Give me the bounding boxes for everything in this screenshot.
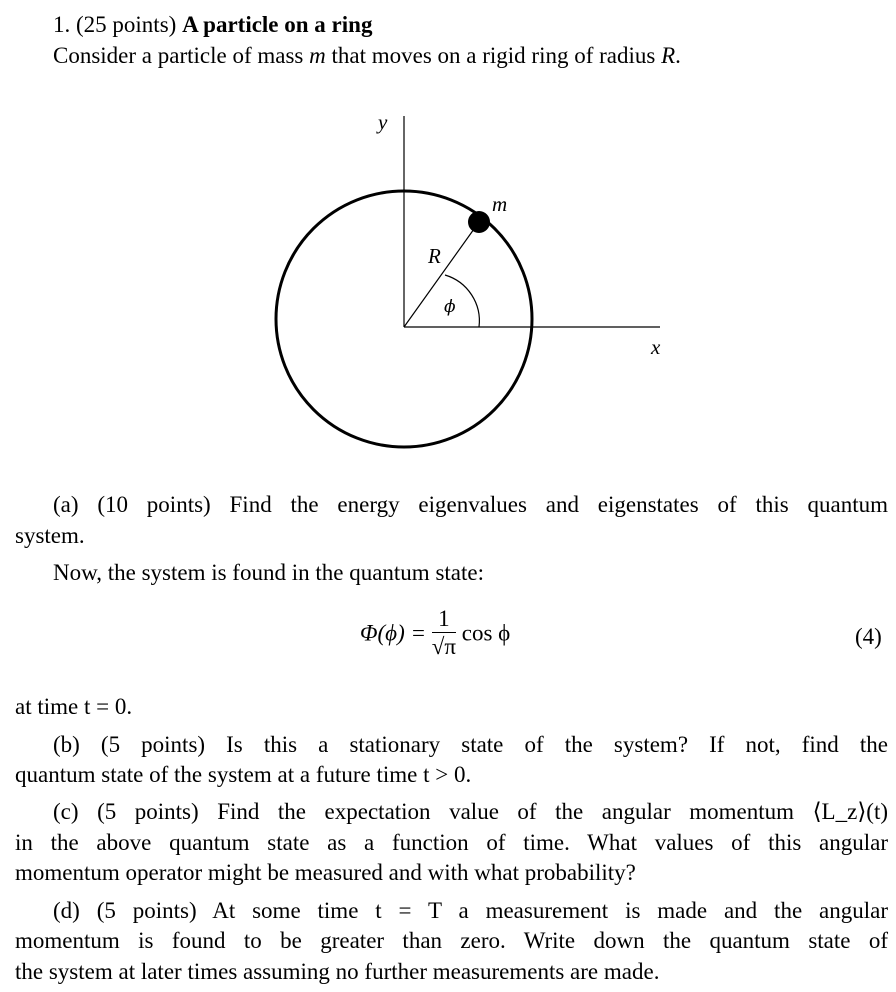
problem-points: (25 points) — [76, 12, 177, 37]
intro-text-1: Consider a particle of mass — [53, 43, 310, 68]
part-d-line-3: the system at later times assuming no further measurements are made. — [15, 959, 660, 984]
part-c-line-2: in the above quantum state as a function of time. What values of this angular — [15, 830, 888, 855]
radius-line — [404, 222, 479, 327]
part-d-line-1: (d) (5 points) At some time t = T a measurement is made and the angular — [53, 898, 888, 923]
equation — [360, 606, 510, 661]
equation-denominator: √π — [431, 634, 457, 659]
intro-text-2: that moves on a rigid ring of radius — [325, 43, 662, 68]
equation-rhs: cos ϕ — [461, 620, 511, 646]
equation-fraction — [432, 606, 456, 661]
x-axis-label: x — [651, 335, 661, 359]
part-b-line-2: quantum state of the system at a future time t > 0. — [15, 762, 472, 787]
y-axis-label: y — [378, 110, 388, 134]
problem-number: 1. — [53, 12, 71, 37]
particle-dot — [468, 211, 490, 233]
intro-radius-symbol: R — [661, 43, 676, 68]
mass-label: m — [492, 192, 508, 216]
equation-lhs: Φ(ϕ) = — [360, 620, 427, 646]
part-c-line-1: (c) (5 points) Find the expectation value of the angular momentum ⟨L_z⟩(t) — [53, 799, 888, 824]
angle-label: ϕ — [444, 297, 456, 317]
at-time-line: at time t = 0. — [15, 694, 133, 719]
part-a-line-1: (a) (10 points) Find the energy eigenvalues and eigenstates of this quantum — [53, 492, 888, 517]
ring-figure — [0, 0, 896, 480]
equation-number: (4) — [855, 624, 882, 649]
part-d-line-2: momentum is found to be greater than zero. Write down the quantum state of — [15, 928, 888, 953]
now-line: Now, the system is found in the quantum state: — [53, 560, 484, 585]
problem-title: A particle on a ring — [182, 12, 373, 37]
equation-numerator: 1 — [432, 606, 456, 633]
radius-label: R — [428, 244, 441, 268]
part-b-line-1: (b) (5 points) Is this a stationary state of the system? If not, find the — [53, 732, 888, 757]
intro-mass-symbol: m — [309, 43, 326, 68]
part-a-line-2: system. — [15, 523, 85, 548]
part-c-line-3: momentum operator might be measured and with what probability? — [15, 860, 636, 885]
intro-text-3: . — [675, 43, 681, 68]
